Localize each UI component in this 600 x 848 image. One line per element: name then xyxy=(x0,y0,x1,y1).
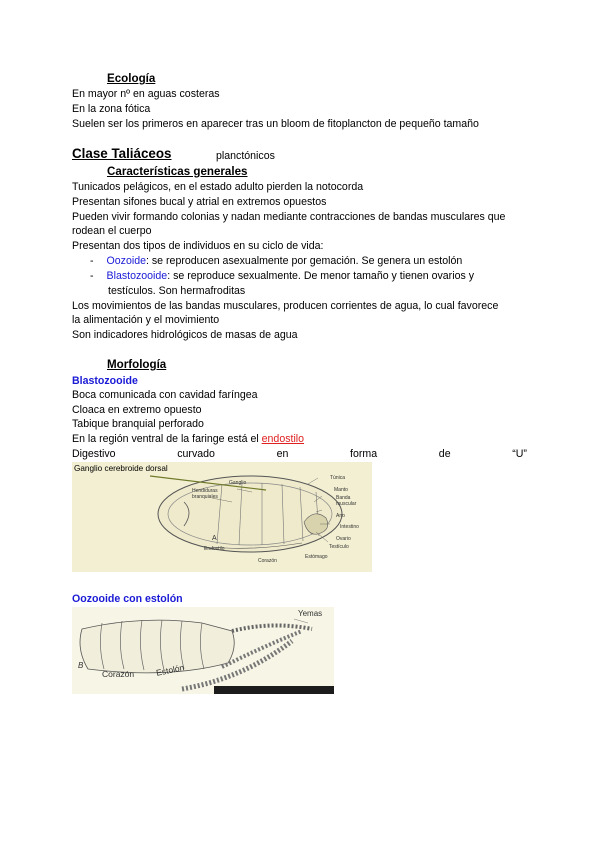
label-tunica: Túnica xyxy=(330,475,346,481)
after-line-1: Los movimientos de las bandas musculares, producen corrientes de agua, lo cual favorece xyxy=(72,300,499,312)
morfologia-heading: Morfología xyxy=(107,358,167,371)
caracteristicas-line-2: Presentan sifones bucal y atrial en extremos opuestos xyxy=(72,196,327,208)
bullet-oozoide xyxy=(90,254,462,268)
bullet-blastozooide xyxy=(90,269,474,283)
label-muscular: muscular xyxy=(336,501,357,507)
blastozooide-continuation: testículos. Son hermafroditas xyxy=(108,285,246,297)
label-intestino: Intestino xyxy=(340,524,359,530)
after-line-3: Son indicadores hidrológicos de masas de agua xyxy=(72,329,298,341)
caracteristicas-line-3: Pueden vivir formando colonias y nadan mediante contracciones de bandas musculares que xyxy=(72,211,506,223)
label-estomago: Estómago xyxy=(305,554,328,560)
oozooide-illustration xyxy=(72,607,334,694)
caracteristicas-line-1: Tunicados pelágicos, en el estado adulto pierden la notocorda xyxy=(72,181,364,193)
ganglio-callout: Ganglio cerebroide dorsal xyxy=(74,464,168,473)
label-ano: Ano xyxy=(336,513,345,519)
label-corazon: Corazón xyxy=(258,558,277,564)
label-hendiduras: Hendiduras xyxy=(192,488,218,494)
clase-subtitle: planctónicos xyxy=(216,150,275,162)
digestivo-word: en xyxy=(276,448,289,460)
blastozooide-label: Blastozooide xyxy=(72,375,138,387)
blastozooide-term: Blastozooide xyxy=(106,270,168,282)
label-banda: Banda xyxy=(336,495,351,501)
ecologia-heading: Ecología xyxy=(107,72,156,85)
label-letter-b: B xyxy=(78,661,84,670)
ecologia-line-1: En mayor nº en aguas costeras xyxy=(72,88,220,100)
endostilo-prefix: En la región ventral de la faringe está el xyxy=(72,433,259,445)
caracteristicas-line-5: Presentan dos tipos de individuos en su ciclo de vida: xyxy=(72,240,324,252)
digestivo-line xyxy=(72,447,527,461)
bullet-marker: - xyxy=(90,270,94,282)
digestivo-word: forma xyxy=(350,448,378,460)
blastozooide-figure xyxy=(72,462,372,572)
digestivo-word: Digestivo xyxy=(72,448,116,460)
label-corazon-2: Corazón xyxy=(102,669,135,679)
digestivo-word: curvado xyxy=(177,448,215,460)
clase-title: Clase Taliáceos xyxy=(72,146,172,161)
caracteristicas-line-4: rodean el cuerpo xyxy=(72,225,152,237)
oozooide-figure xyxy=(72,607,334,694)
morfologia-line-2: Cloaca en extremo opuesto xyxy=(72,404,202,416)
label-estolon: Estolón xyxy=(155,662,186,678)
label-endostilo: Endostilo xyxy=(204,546,225,552)
bullet-marker: - xyxy=(90,255,94,267)
oozoide-term: Oozoide xyxy=(106,255,146,267)
digestivo-word: “U” xyxy=(512,448,527,460)
morfologia-line-1: Boca comunicada con cavidad faríngea xyxy=(72,389,258,401)
oozoide-text: : se reproducen asexualmente por gemación. Se genera un estolón xyxy=(146,255,463,267)
endostilo-line xyxy=(72,432,304,446)
label-manto: Manto xyxy=(334,487,348,493)
label-yemas: Yemas xyxy=(298,609,323,618)
endostilo-link[interactable]: endostilo xyxy=(261,433,305,445)
caracteristicas-heading: Características generales xyxy=(107,165,248,178)
ecologia-line-3: Suelen ser los primeros en aparecer tras un bloom de fitoplancton de pequeño tamaño xyxy=(72,118,479,130)
label-ganglio: Ganglio xyxy=(229,480,247,486)
label-testiculo: Testículo xyxy=(329,544,349,550)
oozooide-heading: Oozooide con estolón xyxy=(72,593,183,605)
label-letter-a: A xyxy=(212,535,217,542)
digestivo-word: de xyxy=(438,448,451,460)
after-line-2: la alimentación y el movimiento xyxy=(72,314,220,326)
morfologia-line-3: Tabique branquial perforado xyxy=(72,418,204,430)
label-branquiales: branquiales xyxy=(192,494,218,500)
ecologia-line-2: En la zona fótica xyxy=(72,103,151,115)
blastozooide-text: : se reproduce sexualmente. De menor tamaño y tienen ovarios y xyxy=(167,270,474,282)
label-ovario: Ovario xyxy=(336,536,351,542)
